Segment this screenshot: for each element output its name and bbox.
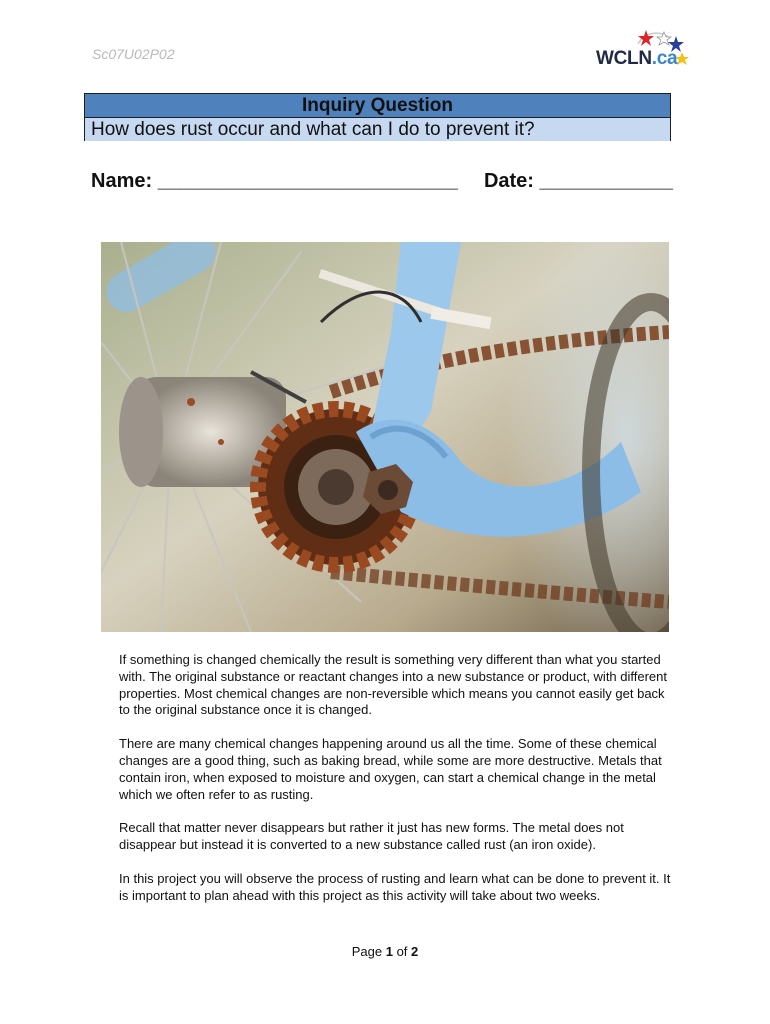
inquiry-title: Inquiry Question [85, 94, 670, 118]
page-current: 1 [385, 944, 393, 959]
inquiry-question: How does rust occur and what can I do to prevent it? [85, 118, 670, 141]
rusty-bike-photo [101, 242, 669, 632]
inquiry-box [84, 93, 671, 141]
logo-suffix: .ca [651, 48, 678, 69]
date-field[interactable]: Date: ____________ [483, 170, 673, 192]
name-field[interactable]: Name: ___________________________ [91, 170, 459, 192]
logo-text: WCLN [596, 48, 652, 69]
page-footer [0, 944, 770, 959]
paragraph-1: If something is changed chemically the result is something very different than what you started with. The original substance or reactant changes into a new substance or product, with different properties. Most chemical changes are non-reversible which means you cannot easily get back to the original substance once it is changed. [119, 652, 668, 718]
page-total: 2 [411, 944, 419, 959]
paragraph-2: There are many chemical changes happening around us all the time. Some of these chemical changes are a good thing, such as baking bread, while some are more destructive. Metals that contain iron, when exposed to moisture and oxygen, can start a chemical change in the metal which we often refer to as rusting. [119, 736, 662, 802]
name-date-line [91, 170, 673, 193]
wcln-logo [594, 28, 694, 72]
body-text [119, 652, 674, 922]
paragraph-4: In this project you will observe the process of rusting and learn what can be done to prevent it. It is important to plan ahead with this project as this activity will take about two weeks. [119, 870, 671, 903]
page-word: Page [351, 944, 386, 959]
doc-code: Sc07U02P02 [92, 46, 175, 62]
paragraph-3: Recall that matter never disappears but rather it just has new forms. The metal does not disappear but instead it is converted to a new substance called rust (an iron oxide). [119, 820, 624, 853]
page-of: of [392, 944, 412, 959]
